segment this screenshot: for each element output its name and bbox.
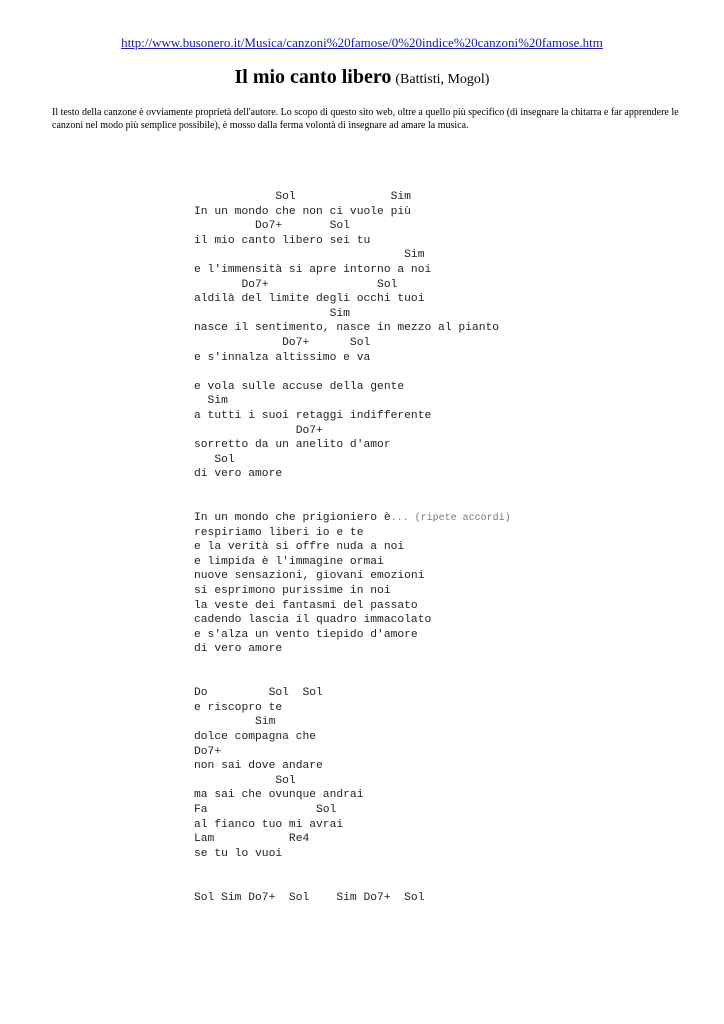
lyric-line: Sol (194, 774, 296, 787)
source-url-link[interactable]: http://www.busonero.it/Musica/canzoni%20famose/0%20indice%20canzoni%20famose.htm (121, 35, 603, 50)
lyric-line: e s'alza un vento tiepido d'amore (194, 628, 418, 641)
lyric-line: Lam Re4 (194, 833, 310, 846)
lyric-line: aldilà del limite degli occhi tuoi (194, 293, 425, 306)
blank-line (194, 876, 511, 891)
lyric-line: Sol Sim Do7+ Sol Sim Do7+ Sol (194, 891, 425, 904)
lyric-line: Do Sol Sol (194, 687, 323, 700)
lyric-line: Sim (194, 716, 276, 729)
repeat-chords-note: ... (ripete accordi) (390, 513, 511, 525)
lyric-line: Do7+ Sol (194, 336, 371, 349)
blank-line (194, 672, 511, 687)
lyric-line: si esprimono purissime in noi (194, 585, 391, 598)
lyric-line: Do7+ Sol (194, 278, 398, 291)
lyric-line: e vola sulle accuse della gente (194, 380, 405, 393)
lyric-line: Do7+ (194, 424, 323, 437)
lyrics-chords-block (194, 190, 511, 905)
lyric-line: se tu lo vuoi (194, 847, 283, 860)
copyright-disclaimer: Il testo della canzone è ovviamente proprietà dell'autore. Lo scopo di questo sito web, oltre a quello più specifico (di insegnare la chitarra e far apprendere le canzoni nel modo più semplice possibile), è mosso dalla ferma volontà di insegnare ad amare la musica. (52, 107, 679, 131)
lyric-line: e la verità si offre nuda a noi (194, 541, 405, 554)
lyric-line: di vero amore (194, 468, 283, 481)
lyric-line: sorretto da un anelito d'amor (194, 439, 391, 452)
lyric-line: Fa Sol (194, 803, 337, 816)
lyric-line: Sol Sim (194, 191, 411, 203)
lyric-line: In un mondo che non ci vuole più (194, 205, 411, 218)
blank-line (194, 657, 511, 672)
lyric-line: e limpida è l'immagine ormai (194, 555, 384, 568)
lyric-line: non sai dove andare (194, 760, 323, 773)
lyric-line: a tutti i suoi retaggi indifferente (194, 409, 432, 422)
song-title: Il mio canto libero (234, 66, 392, 88)
lyric-line: ma sai che ovunque andrai (194, 789, 364, 802)
lyric-line: e s'innalza altissimo e va (194, 351, 371, 364)
lyric-line: Sim (194, 249, 425, 262)
lyric-line: respiriamo liberi io e te (194, 526, 364, 539)
lyric-line: dolce compagna che (194, 730, 317, 743)
lyric-line: la veste dei fantasmi del passato (194, 599, 418, 612)
lyric-line: Do7+ Sol (194, 220, 350, 233)
lyric-line: e l'immensità si apre intorno a noi (194, 263, 432, 276)
lyric-line: nuove sensazioni, giovani emozioni (194, 570, 425, 583)
lyric-line: Do7+ (194, 745, 222, 758)
lyric-line: Sim (194, 307, 350, 320)
blank-line (194, 482, 511, 497)
blank-line (194, 496, 511, 511)
lyric-line: cadendo lascia il quadro immacolato (194, 614, 432, 627)
blank-line (194, 365, 511, 380)
lyric-line: il mio canto libero sei tu (194, 234, 371, 247)
lyric-line: In un mondo che prigioniero è... (ripete accordi) (194, 512, 511, 525)
lyric-line: di vero amore (194, 643, 283, 656)
song-authors: (Battisti, Mogol) (395, 72, 490, 87)
lyric-line: nasce il sentimento, nasce in mezzo al pianto (194, 322, 500, 335)
lyric-line: Sol (194, 453, 235, 466)
lyric-line: Sim (194, 395, 228, 408)
lyric-line: al fianco tuo mi avrai (194, 818, 344, 831)
title-block (0, 66, 724, 89)
blank-line (194, 861, 511, 876)
lyric-line: e riscopro te (194, 701, 283, 714)
